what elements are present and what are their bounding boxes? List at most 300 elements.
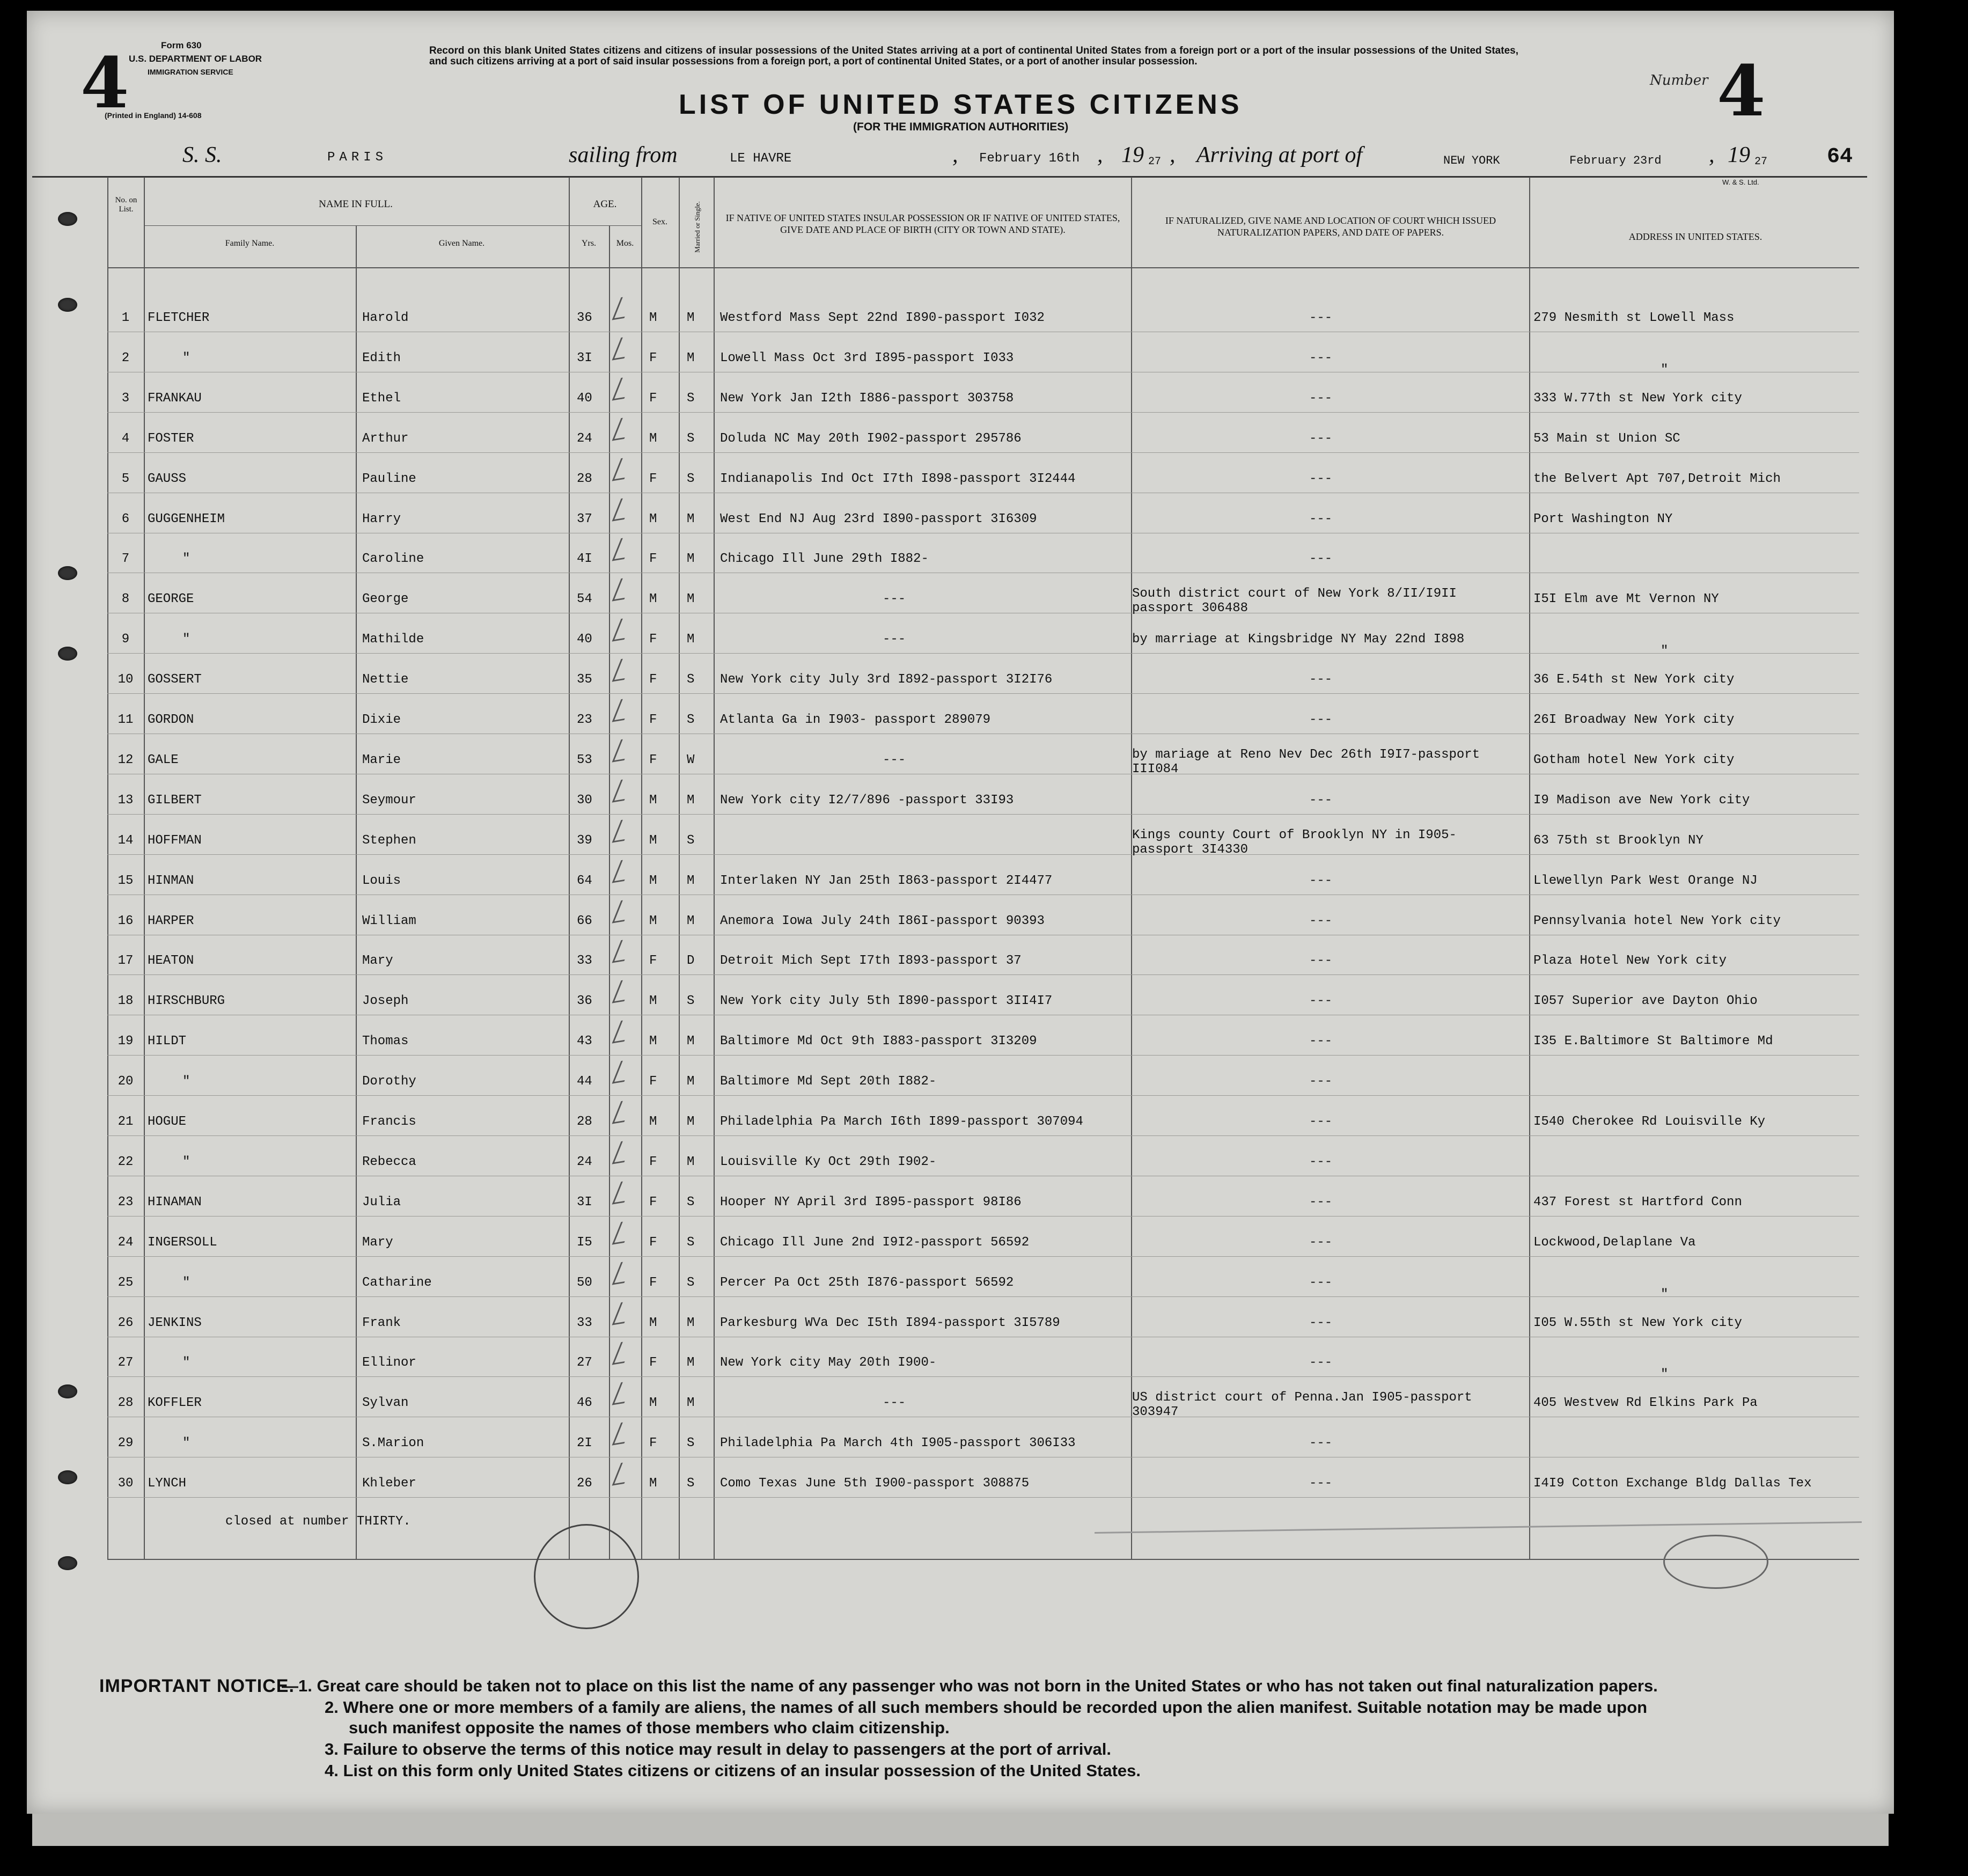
given-name: Louis (362, 874, 401, 888)
col-rule (679, 177, 680, 1559)
birth-info: New York city I2/7/896 -passport 33I93 (720, 793, 1014, 808)
marital-status: S (687, 1195, 695, 1210)
us-address: Lockwood,Delaplane Va (1533, 1235, 1696, 1250)
birth-info: New York Jan I2th I886-passport 303758 (720, 391, 1014, 406)
col-rule (714, 177, 715, 1559)
us-address: Gotham hotel New York city (1533, 753, 1735, 767)
given-name: Julia (362, 1195, 401, 1210)
page-number: 64 (1827, 145, 1853, 169)
marital-status: S (687, 672, 695, 687)
header-naturalized: IF NATURALIZED, GIVE NAME AND LOCATION OF COURT WHICH ISSUED NATURALIZATION PAPERS, AND DATE OF PAPERS. (1165, 215, 1496, 238)
row-number: 8 (121, 592, 130, 606)
marital-status: M (687, 512, 695, 526)
punch-hole (58, 212, 77, 226)
us-address: " (1661, 1287, 1669, 1302)
row-rule (107, 1296, 1859, 1297)
given-name: Francis (362, 1115, 416, 1129)
us-address: " (1661, 1367, 1669, 1382)
col-rule (107, 177, 108, 1559)
col-rule (356, 225, 357, 1559)
marital-status: S (687, 1276, 695, 1290)
naturalization-info: --- (1309, 1195, 1333, 1210)
family-name: HIRSCHBURG (148, 994, 225, 1008)
age-years: 28 (577, 472, 592, 486)
age-years: 53 (577, 753, 592, 767)
sex: F (649, 552, 657, 566)
sex: F (649, 1235, 657, 1250)
sex: M (649, 1396, 657, 1410)
given-name: Dixie (362, 713, 401, 727)
naturalization-info: --- (1309, 472, 1333, 486)
row-number: 2 (121, 351, 130, 365)
header-married-single: Married or Single. (693, 201, 701, 253)
notice-item-4: 4. List on this form only United States citizens or citizens of an insular possession of the United States. (325, 1761, 1141, 1780)
naturalization-info: --- (1309, 351, 1333, 365)
form-number: Form 630 (161, 40, 202, 50)
age-years: 28 (577, 1115, 592, 1129)
manifest-page (27, 11, 1894, 1814)
naturalization-info: --- (1309, 914, 1333, 928)
form-title: LIST OF UNITED STATES CITIZENS (679, 89, 1243, 120)
sex: F (649, 1355, 657, 1370)
row-number: 20 (118, 1074, 134, 1089)
age-years: 35 (577, 672, 592, 687)
family-name: " (182, 1155, 190, 1169)
family-name: HINMAN (148, 874, 194, 888)
table-top-rule (32, 176, 1867, 178)
naturalization-info: --- (1309, 954, 1333, 968)
row-number: 29 (118, 1436, 134, 1450)
header-yrs: Yrs. (581, 239, 597, 248)
sex: M (649, 1034, 657, 1049)
birth-info: Anemora Iowa July 24th I86I-passport 90393 (720, 914, 1045, 928)
notice-item-2b: such manifest opposite the names of those members who claim citizenship. (349, 1718, 950, 1737)
age-years: 24 (577, 1155, 592, 1169)
arriving-label: Arriving at port of (1196, 143, 1363, 167)
birth-info: Parkesburg WVa Dec I5th I894-passport 3I5789 (720, 1316, 1060, 1330)
birth-info: Louisville Ky Oct 29th I902- (720, 1155, 937, 1169)
row-rule (107, 1055, 1859, 1056)
row-number: 13 (118, 793, 134, 808)
marital-status: D (687, 954, 695, 968)
arrival-port: NEW YORK (1443, 154, 1500, 167)
sex: M (649, 311, 657, 325)
given-name: Seymour (362, 793, 416, 808)
us-address: " (1661, 363, 1669, 377)
given-name: Mary (362, 1235, 393, 1250)
naturalization-info: --- (1309, 994, 1333, 1008)
row-number: 3 (121, 391, 130, 406)
family-name: FLETCHER (148, 311, 210, 325)
us-address: I05 W.55th st New York city (1533, 1316, 1742, 1330)
age-years: 46 (577, 1396, 592, 1410)
row-number: 16 (118, 914, 134, 928)
birth-info: New York city May 20th I900- (720, 1355, 937, 1370)
age-years: 54 (577, 592, 592, 606)
row-number: 27 (118, 1355, 134, 1370)
age-years: 36 (577, 311, 592, 325)
birth-info: West End NJ Aug 23rd I890-passport 3I6309 (720, 512, 1037, 526)
row-rule (107, 1256, 1859, 1257)
marital-status: W (687, 753, 695, 767)
record-note: Record on this blank United States citizens and citizens of insular possessions of the United States arriving at a port of continental United States from a foreign port or a port of the insular possessions of the United States, and such citizens arriving at a port of said insular possessions from a foreign port, a port of continental United States, or a port of another insular possession. (429, 45, 1518, 67)
ship-name: PARIS (327, 150, 388, 165)
marital-status: S (687, 994, 695, 1008)
sex: F (649, 713, 657, 727)
given-name: Stephen (362, 833, 416, 848)
us-address: 26I Broadway New York city (1533, 713, 1735, 727)
family-name: GAUSS (148, 472, 187, 486)
family-name: HEATON (148, 954, 194, 968)
row-rule (107, 1497, 1859, 1498)
col-rule (641, 177, 642, 1559)
row-number: 1 (121, 311, 130, 325)
header-mos: Mos. (616, 239, 634, 248)
birth-info: Baltimore Md Oct 9th I883-passport 3I3209 (720, 1034, 1037, 1049)
row-number: 12 (118, 753, 134, 767)
sex: M (649, 793, 657, 808)
sex: F (649, 753, 657, 767)
family-name: GEORGE (148, 592, 194, 606)
us-address: I35 E.Baltimore St Baltimore Md (1533, 1034, 1773, 1049)
sex: F (649, 1276, 657, 1290)
header-birth: IF NATIVE OF UNITED STATES INSULAR POSSESSION OR IF NATIVE OF UNITED STATES, GIVE DATE AND PLACE OF BIRTH (CITY OR TOWN AND STATE). (725, 212, 1120, 235)
row-rule (107, 1135, 1859, 1136)
row-number: 19 (118, 1034, 134, 1049)
family-name: INGERSOLL (148, 1235, 217, 1250)
age-years: 64 (577, 874, 592, 888)
given-name: George (362, 592, 409, 606)
ss-label: S. S. (182, 143, 222, 167)
header-family-name: Family Name. (225, 239, 275, 248)
inspector-circle (1663, 1535, 1768, 1589)
birth-info: Chicago Ill June 2nd I9I2-passport 56592 (720, 1235, 1030, 1250)
age-years: 4I (577, 552, 592, 566)
given-name: Joseph (362, 994, 409, 1008)
marital-status: M (687, 874, 695, 888)
row-number: 4 (121, 431, 130, 446)
marital-status: M (687, 552, 695, 566)
birth-info: New York city July 5th I890-passport 3II4I7 (720, 994, 1053, 1008)
age-years: 26 (577, 1476, 592, 1491)
sex: M (649, 592, 657, 606)
row-rule (107, 1376, 1859, 1377)
family-name: HOGUE (148, 1115, 187, 1129)
naturalization-info: --- (1309, 552, 1333, 566)
sex: M (649, 1316, 657, 1330)
us-address: the Belvert Apt 707,Detroit Mich (1533, 472, 1781, 486)
family-name: GUGGENHEIM (148, 512, 225, 526)
birth-info: Westford Mass Sept 22nd I890-passport I032 (720, 311, 1045, 325)
us-address: 279 Nesmith st Lowell Mass (1533, 311, 1735, 325)
us-address: 36 E.54th st New York city (1533, 672, 1735, 687)
family-name: " (182, 1355, 190, 1370)
row-number: 9 (121, 632, 130, 647)
row-rule (107, 1216, 1859, 1217)
comma: , (952, 143, 958, 167)
birth-info: Philadelphia Pa March I6th I899-passport 307094 (720, 1115, 1083, 1129)
sex: F (649, 1155, 657, 1169)
us-address: Pennsylvania hotel New York city (1533, 914, 1781, 928)
family-name: FOSTER (148, 431, 194, 446)
sex: F (649, 391, 657, 406)
comma: , (1097, 143, 1103, 167)
age-years: 3I (577, 351, 592, 365)
row-number: 30 (118, 1476, 134, 1491)
col-rule (569, 177, 570, 1559)
given-name: Edith (362, 351, 401, 365)
given-name: Thomas (362, 1034, 409, 1049)
us-address: Llewellyn Park West Orange NJ (1533, 874, 1758, 888)
age-years: 37 (577, 512, 592, 526)
depart-year-prefix: 19 (1121, 143, 1144, 167)
marital-status: M (687, 914, 695, 928)
marital-status: M (687, 1355, 695, 1370)
row-number: 23 (118, 1195, 134, 1210)
marital-status: S (687, 431, 695, 446)
us-address: Plaza Hotel New York city (1533, 954, 1727, 968)
row-rule (107, 653, 1859, 654)
naturalization-info: --- (1309, 672, 1333, 687)
marital-status: M (687, 351, 695, 365)
birth-info: Doluda NC May 20th I902-passport 295786 (720, 431, 1022, 446)
comma: , (1709, 143, 1715, 167)
naturalization-info: South district court of New York 8/II/I9II (1132, 587, 1457, 601)
given-name: Ethel (362, 391, 401, 406)
given-name: Caroline (362, 552, 424, 566)
left-stamp-number: 4 (80, 42, 129, 124)
marital-status: M (687, 1316, 695, 1330)
age-years: 3I (577, 1195, 592, 1210)
given-name: Pauline (362, 472, 416, 486)
us-address: " (1661, 644, 1669, 658)
age-years: 33 (577, 954, 592, 968)
department: U.S. DEPARTMENT OF LABOR (129, 54, 262, 64)
us-address: 63 75th st Brooklyn NY (1533, 833, 1703, 848)
header-address: ADDRESS IN UNITED STATES. (1628, 231, 1763, 242)
col-rule (609, 225, 610, 1559)
us-address: I9 Madison ave New York city (1533, 793, 1750, 808)
marital-status: S (687, 1235, 695, 1250)
naturalization-info-cont: 303947 (1132, 1405, 1179, 1419)
family-name: HILDT (148, 1034, 187, 1049)
naturalization-info-cont: III084 (1132, 762, 1179, 776)
marital-status: M (687, 1155, 695, 1169)
age-years: 40 (577, 632, 592, 647)
sex: M (649, 431, 657, 446)
sex: M (649, 874, 657, 888)
family-name: HINAMAN (148, 1195, 202, 1210)
punch-hole (58, 1384, 77, 1398)
age-years: 66 (577, 914, 592, 928)
row-number: 25 (118, 1276, 134, 1290)
sex: M (649, 994, 657, 1008)
birth-info: --- (883, 753, 906, 767)
row-number: 6 (121, 512, 130, 526)
row-number: 14 (118, 833, 134, 848)
header-sex: Sex. (652, 217, 667, 226)
given-name: William (362, 914, 416, 928)
punch-hole (58, 1556, 77, 1570)
marital-status: M (687, 793, 695, 808)
row-number: 28 (118, 1396, 134, 1410)
row-number: 11 (118, 713, 134, 727)
given-name: Sylvan (362, 1396, 409, 1410)
notice-item-3: 3. Failure to observe the terms of this notice may result in delay to passengers at the port of arrival. (325, 1740, 1112, 1758)
age-years: 27 (577, 1355, 592, 1370)
birth-info: Como Texas June 5th I900-passport 308875 (720, 1476, 1030, 1491)
family-name: JENKINS (148, 1316, 202, 1330)
sex: M (649, 512, 657, 526)
header-no-on-list: No. on List. (115, 196, 137, 214)
family-name: GALE (148, 753, 179, 767)
comma: , (1170, 143, 1176, 167)
number-value: 4 (1717, 50, 1766, 132)
given-name: Harold (362, 311, 409, 325)
family-name: LYNCH (148, 1476, 187, 1491)
header-age: AGE. (593, 199, 617, 210)
naturalization-info: US district court of Penna.Jan I905-passport (1132, 1390, 1472, 1405)
us-address: 333 W.77th st New York city (1533, 391, 1742, 406)
family-name: " (182, 1074, 190, 1089)
col-rule (1529, 177, 1530, 1559)
naturalization-info: --- (1309, 311, 1333, 325)
depart-year: 27 (1148, 156, 1162, 168)
hand-circle-stamp (534, 1524, 639, 1629)
birth-info: Hooper NY April 3rd I895-passport 98I86 (720, 1195, 1022, 1210)
header-rule (107, 267, 1859, 268)
marital-status: M (687, 592, 695, 606)
us-address: Port Washington NY (1533, 512, 1673, 526)
us-address: I5I Elm ave Mt Vernon NY (1533, 592, 1719, 606)
printer-mark: W. & S. Ltd. (1722, 178, 1759, 186)
marital-status: M (687, 632, 695, 647)
sex: M (649, 833, 657, 848)
notice-label: IMPORTANT NOTICE. (99, 1676, 295, 1696)
birth-info: Percer Pa Oct 25th I876-passport 56592 (720, 1276, 1014, 1290)
naturalization-info: --- (1309, 1155, 1333, 1169)
row-rule (107, 693, 1859, 694)
birth-info: Lowell Mass Oct 3rd I895-passport I033 (720, 351, 1014, 365)
sex: F (649, 1195, 657, 1210)
row-number: 10 (118, 672, 134, 687)
naturalization-info: Kings county Court of Brooklyn NY in I905- (1132, 828, 1457, 842)
given-name: Khleber (362, 1476, 416, 1491)
punch-hole (58, 566, 77, 580)
naturalization-info: --- (1309, 713, 1333, 727)
sex: M (649, 1476, 657, 1491)
family-name: HOFFMAN (148, 833, 202, 848)
from-port: LE HAVRE (730, 151, 792, 166)
family-name: FRANKAU (148, 391, 202, 406)
col-rule (1131, 177, 1132, 1559)
row-rule (107, 1095, 1859, 1096)
us-address: 405 Westvew Rd Elkins Park Pa (1533, 1396, 1758, 1410)
row-rule (107, 412, 1859, 413)
sex: M (649, 914, 657, 928)
naturalization-info: --- (1309, 1436, 1333, 1450)
marital-status: M (687, 1034, 695, 1049)
punch-hole (58, 647, 77, 661)
marital-status: M (687, 1074, 695, 1089)
age-years: 2I (577, 1436, 592, 1450)
row-number: 21 (118, 1115, 134, 1129)
service: IMMIGRATION SERVICE (148, 68, 233, 76)
birth-info: --- (883, 632, 906, 647)
closing-note: closed at number THIRTY. (225, 1514, 411, 1529)
age-years: 36 (577, 994, 592, 1008)
family-name: " (182, 632, 190, 647)
birth-info: New York city July 3rd I892-passport 3I2I76 (720, 672, 1053, 687)
given-name: Nettie (362, 672, 409, 687)
notice-item-2: 2. Where one or more members of a family are aliens, the names of all such members should be recorded upon the alien manifest. Suitable notation may be made upon (325, 1698, 1648, 1717)
punch-hole (58, 298, 77, 312)
naturalization-info: --- (1309, 1355, 1333, 1370)
marital-status: M (687, 1115, 695, 1129)
birth-info: Chicago Ill June 29th I882- (720, 552, 929, 566)
sex: F (649, 954, 657, 968)
given-name: Mary (362, 954, 393, 968)
arrival-year-prefix: 19 (1728, 143, 1750, 167)
marital-status: S (687, 833, 695, 848)
marital-status: S (687, 1476, 695, 1491)
age-years: 30 (577, 793, 592, 808)
naturalization-info: --- (1309, 391, 1333, 406)
header-name-in-full: NAME IN FULL. (319, 199, 393, 210)
given-name: Arthur (362, 431, 409, 446)
given-name: Marie (362, 753, 401, 767)
age-years: 24 (577, 431, 592, 446)
sex: F (649, 672, 657, 687)
birth-info: Baltimore Md Sept 20th I882- (720, 1074, 937, 1089)
birth-info: --- (883, 1396, 906, 1410)
given-name: Dorothy (362, 1074, 416, 1089)
sex: F (649, 1074, 657, 1089)
naturalization-info: --- (1309, 1115, 1333, 1129)
row-number: 24 (118, 1235, 134, 1250)
header-given-name: Given Name. (438, 239, 485, 248)
row-number: 15 (118, 874, 134, 888)
birth-info: --- (883, 592, 906, 606)
row-number: 18 (118, 994, 134, 1008)
marital-status: S (687, 713, 695, 727)
col-rule (144, 177, 145, 1559)
family-name: KOFFLER (148, 1396, 202, 1410)
age-years: 33 (577, 1316, 592, 1330)
row-number: 22 (118, 1155, 134, 1169)
sex: F (649, 632, 657, 647)
row-rule (107, 854, 1859, 855)
sailing-label: sailing from (569, 143, 678, 167)
us-address: 437 Forest st Hartford Conn (1533, 1195, 1742, 1210)
naturalization-info: --- (1309, 874, 1333, 888)
birth-info: Philadelphia Pa March 4th I905-passport 306I33 (720, 1436, 1076, 1450)
sex: F (649, 1436, 657, 1450)
birth-info: Interlaken NY Jan 25th I863-passport 2I4477 (720, 874, 1053, 888)
naturalization-info: --- (1309, 1316, 1333, 1330)
family-name: GOSSERT (148, 672, 202, 687)
family-name: " (182, 1436, 190, 1450)
row-number: 26 (118, 1316, 134, 1330)
family-name: " (182, 1276, 190, 1290)
marital-status: S (687, 472, 695, 486)
name-sub-rule (144, 225, 641, 226)
family-name: GORDON (148, 713, 194, 727)
us-address: I540 Cherokee Rd Louisville Ky (1533, 1115, 1766, 1129)
notice-item-1: —1. Great care should be taken not to place on this list the name of any passenger who was not born in the United States or who has not taken out final naturalization papers. (282, 1676, 1658, 1695)
us-address: I4I9 Cotton Exchange Bldg Dallas Tex (1533, 1476, 1812, 1491)
row-rule (107, 814, 1859, 815)
